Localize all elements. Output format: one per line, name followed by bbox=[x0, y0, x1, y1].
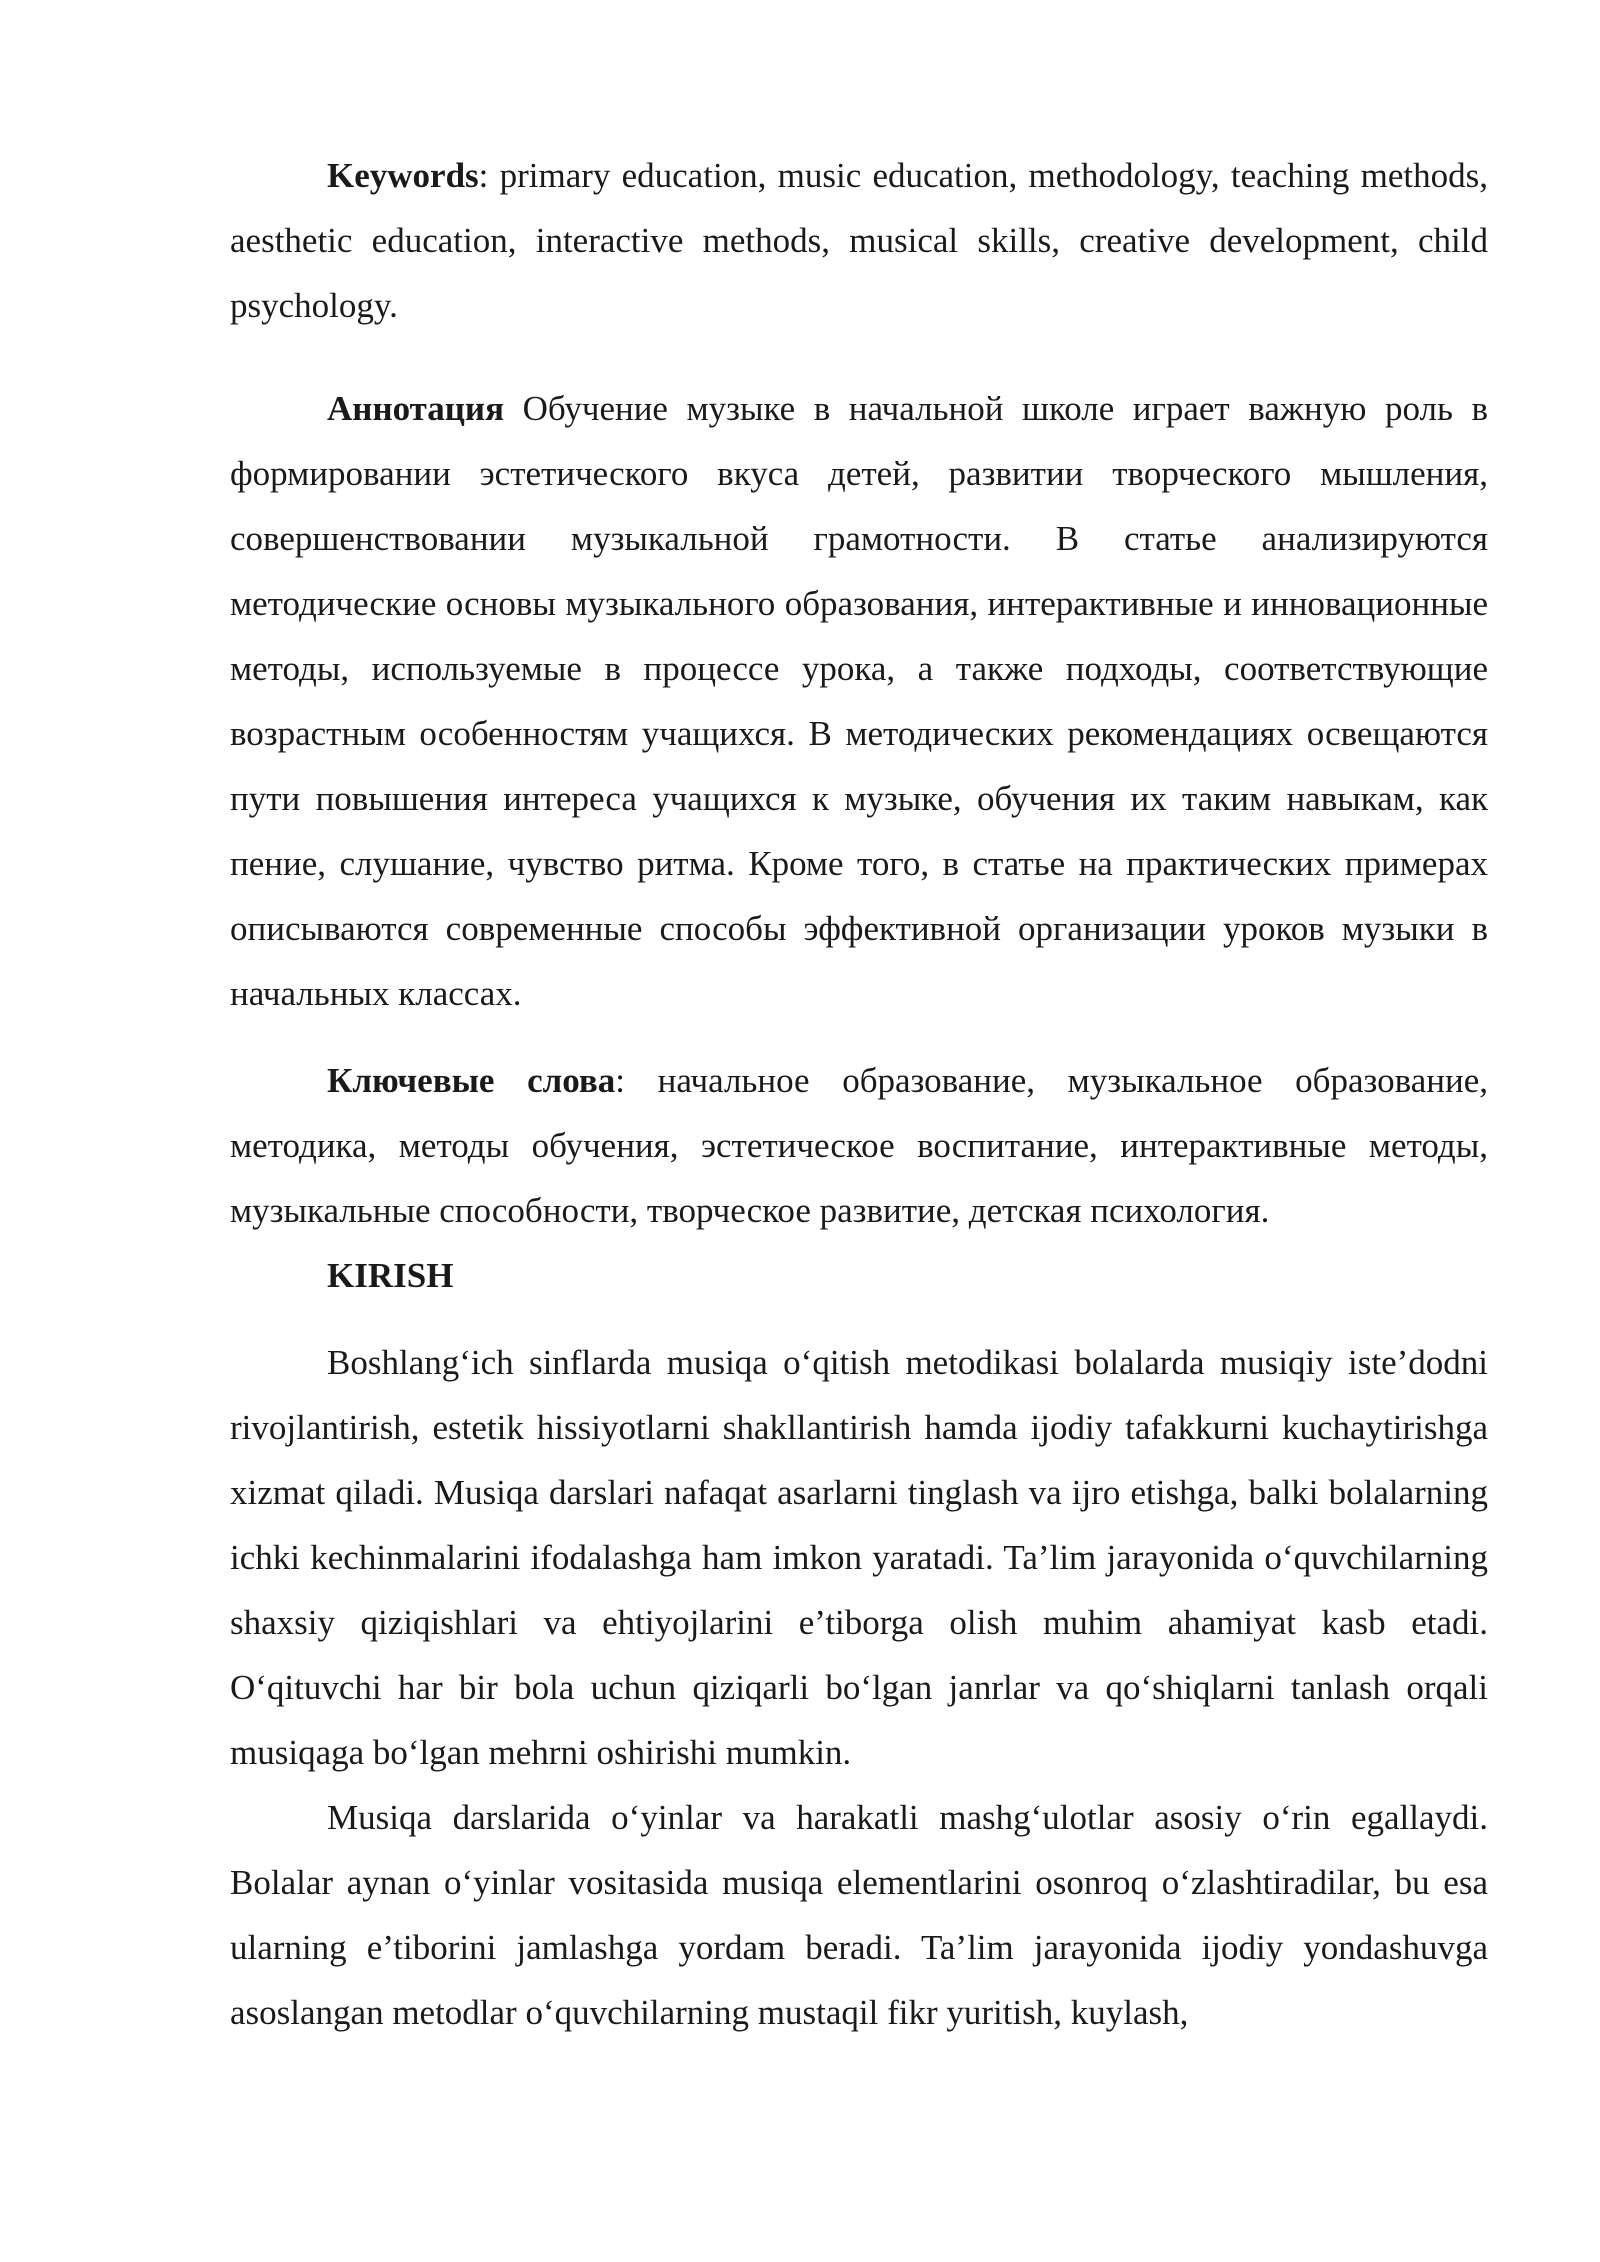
keywords-ru-label: Ключевые слова bbox=[327, 1061, 616, 1100]
page-content bbox=[230, 143, 1488, 2045]
keywords-ru-text: начальное образование, музыкальное образование, методика, методы обучения, эстетическое воспитание, интерактивные методы, музыкальные способности, творческое развитие, детская психология. bbox=[230, 1061, 1488, 1230]
keywords-en-label: Keywords bbox=[327, 156, 479, 195]
keywords-ru-separator: : bbox=[615, 1061, 626, 1100]
annotation-ru-label: Аннотация bbox=[327, 389, 505, 428]
body-paragraph: Musiqa darslarida o‘yinlar va harakatli mashg‘ulotlar asosiy o‘rin egallaydi. Bolalar aynan o‘yinlar vositasida musiqa elementlarini osonroq o‘zlashtiradilar, bu esa ularning e’tiborini jamlashga yordam beradi. Ta’lim jarayonida ijodiy yondashuvga asoslangan metodlar o‘quvchilarning mustaqil fikr yuritish, kuylash, bbox=[230, 1798, 1488, 2032]
section-heading: KIRISH bbox=[327, 1256, 454, 1295]
keywords-ru-paragraph bbox=[230, 1048, 1488, 1243]
keywords-en-paragraph bbox=[230, 143, 1488, 338]
body-paragraph: Boshlang‘ich sinflarda musiqa o‘qitish metodikasi bolalarda musiqiy iste’dodni rivojlantirish, estetik hissiyotlarni shakllantirish hamda ijodiy tafakkurni kuchaytirishga xizmat qiladi. Musiqa darslari nafaqat asarlarni tinglash va ijro etishga, balki bolalarning ichki kechinmalarini ifodalashga ham imkon yaratadi. Ta’lim jarayonida o‘quvchilarning shaxsiy qiziqishlari va ehtiyojlarini e’tiborga olish muhim ahamiyat kasb etadi. O‘qituvchi har bir bola uchun qiziqarli bo‘lgan janrlar va qo‘shiqlarni tanlash orqali musiqaga bo‘lgan mehrni oshirishi mumkin. bbox=[230, 1343, 1488, 1772]
annotation-ru-paragraph bbox=[230, 376, 1488, 1026]
keywords-en-separator: : bbox=[478, 156, 489, 195]
keywords-en-text: primary education, music education, methodology, teaching methods, aesthetic education, interactive methods, musical skills, creative development, child psychology. bbox=[230, 156, 1488, 325]
annotation-ru-text: Обучение музыке в начальной школе играет важную роль в формировании эстетического вкуса детей, развитии творческого мышления, совершенствовании музыкальной грамотности. В статье анализируются методические основы музыкального образования, интерактивные и инновационные методы, используемые в процессе урока, а также подходы, соответствующие возрастным особенностям учащихся. В методических рекомендациях освещаются пути повышения интереса учащихся к музыке, обучения их таким навыкам, как пение, слушание, чувство ритма. Кроме того, в статье на практических примерах описываются современные способы эффективной организации уроков музыки в начальных классах. bbox=[230, 389, 1488, 1013]
